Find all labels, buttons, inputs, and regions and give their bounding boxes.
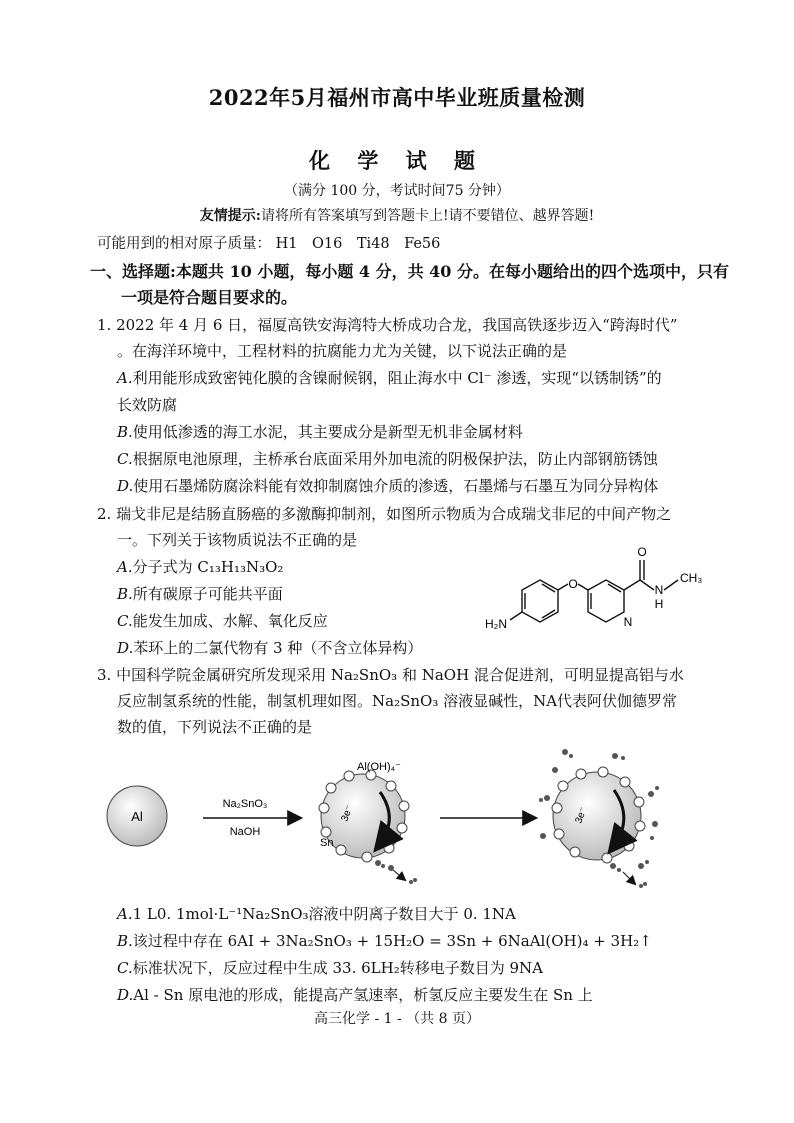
tip-text: 请将所有答案填写到答题卡上!请不要错位、越界答题! xyxy=(260,208,595,224)
section-heading: 一、选择题:本题共 10 小题，每小题 4 分，共 40 分。在每小题给出的四个选项中，只有 xyxy=(90,262,729,281)
q1-option-a-cont: 长效防腐 xyxy=(117,396,178,414)
q3-option-b: B.该过程中存在 6AI + 3Na₂SnO₃ + 15H₂O = 3Sn + 6NaAl(OH)₄ + 3H₂↑ xyxy=(117,932,652,950)
pyridine-n-label: N xyxy=(623,615,633,629)
reagent-bottom-label: NaOH xyxy=(229,826,261,838)
electrons-label-2: 3e⁻ xyxy=(573,805,590,826)
sn-label: Sn xyxy=(320,837,334,849)
exam-note: （满分 100 分，考试时间75 分钟） xyxy=(284,183,510,199)
atomic-masses: 可能用到的相对原子质量： H1 O16 Ti48 Fe56 xyxy=(97,236,441,252)
pyridine-ring xyxy=(588,580,624,622)
methyl-label: CH₃ xyxy=(680,571,703,585)
question-1-stem: 1. 2022 年 4 月 6 日，福厦高铁安海湾特大桥成功合龙，我国高铁逐步迈入“跨海时代” xyxy=(97,316,678,334)
question-2-stem-cont: 一。下列关于该物质说法不正确的是 xyxy=(117,531,358,549)
page-title: 2022年5月福州市高中毕业班质量检测 xyxy=(208,85,586,110)
section-heading-cont: 一项是符合题目要求的。 xyxy=(121,288,298,307)
h2n-label: H₂N xyxy=(485,617,507,631)
electrons-label: 3e⁻ xyxy=(339,803,356,824)
molecule-structure xyxy=(480,540,710,640)
question-3-stem-cont2: 数的值，下列说法不正确的是 xyxy=(117,718,313,736)
ether-o-label: O xyxy=(568,577,578,591)
q2-option-c: C.能发生加成、水解、氧化反应 xyxy=(117,612,328,630)
q3-option-a: A.1 L0. 1mol·L⁻¹Na₂SnO₃溶液中阴离子数目大于 0. 1NA xyxy=(117,905,516,923)
friendly-tip xyxy=(0,205,794,225)
aloh4-label: Al(OH)₄⁻ xyxy=(357,761,401,773)
water-molecules-1 xyxy=(375,860,394,871)
q1-option-b: B.使用低渗透的海工水泥，其主要成分是新型无机非金属材料 xyxy=(117,423,523,441)
question-3-stem-cont: 反应制氢系统的性能，制氢机理如图。Na₂SnO₃ 溶液显碱性，NA代表阿伏伽德罗常 xyxy=(117,692,678,710)
page-footer: 高三化学 - 1 - （共 8 页） xyxy=(314,1011,480,1027)
question-1-stem-cont: 。在海洋环境中，工程材料的抗腐能力尤为关键，以下说法正确的是 xyxy=(117,342,568,360)
q2-option-a: A.分子式为 C₁₃H₁₃N₃O₂ xyxy=(117,558,284,576)
al-label: Al xyxy=(131,809,143,824)
amide-n-label: N xyxy=(654,583,664,597)
carbonyl-o-label: O xyxy=(637,545,647,559)
reagent-top-label: Na₂SnO₃ xyxy=(222,798,268,810)
question-3-stem: 3. 中国科学院金属研究所发现采用 Na₂SnO₃ 和 NaOH 混合促进剂，可明显提高铝与水 xyxy=(97,666,684,684)
q2-option-d: D.苯环上的二氯代物有 3 种（不含立体异构） xyxy=(117,639,423,657)
q1-option-d: D.使用石墨烯防腐涂料能有效抑制腐蚀介质的渗透，石墨烯与石墨互为同分异构体 xyxy=(117,477,659,495)
mechanism-figure xyxy=(95,740,705,900)
q1-option-c: C.根据原电池原理，主桥承台底面采用外加电流的阴极保护法，防止内部钢筋锈蚀 xyxy=(117,450,658,468)
benzene-ring xyxy=(522,580,558,622)
q3-option-d: D.Al - Sn 原电池的形成，能提高产氢速率，析氢反应主要发生在 Sn 上 xyxy=(117,986,593,1004)
question-2-stem: 2. 瑞戈非尼是结肠直肠癌的多激酶抑制剂，如图所示物质为合成瑞戈非尼的中间产物之 xyxy=(97,505,672,523)
amide-h-label: H xyxy=(654,597,664,611)
tip-label: 友情提示: xyxy=(199,208,261,224)
subject-title: 化 学 试 题 xyxy=(309,148,485,173)
q1-option-a: A.利用能形成致密钝化膜的含镍耐候钢，阻止海水中 Cl⁻ 渗透，实现“以锈制锈”的 xyxy=(117,369,662,387)
q3-option-c: C.标准状况下，反应过程中生成 33. 6LH₂转移电子数目为 9NA xyxy=(117,959,543,977)
q2-option-b: B.所有碳原子可能共平面 xyxy=(117,585,283,603)
